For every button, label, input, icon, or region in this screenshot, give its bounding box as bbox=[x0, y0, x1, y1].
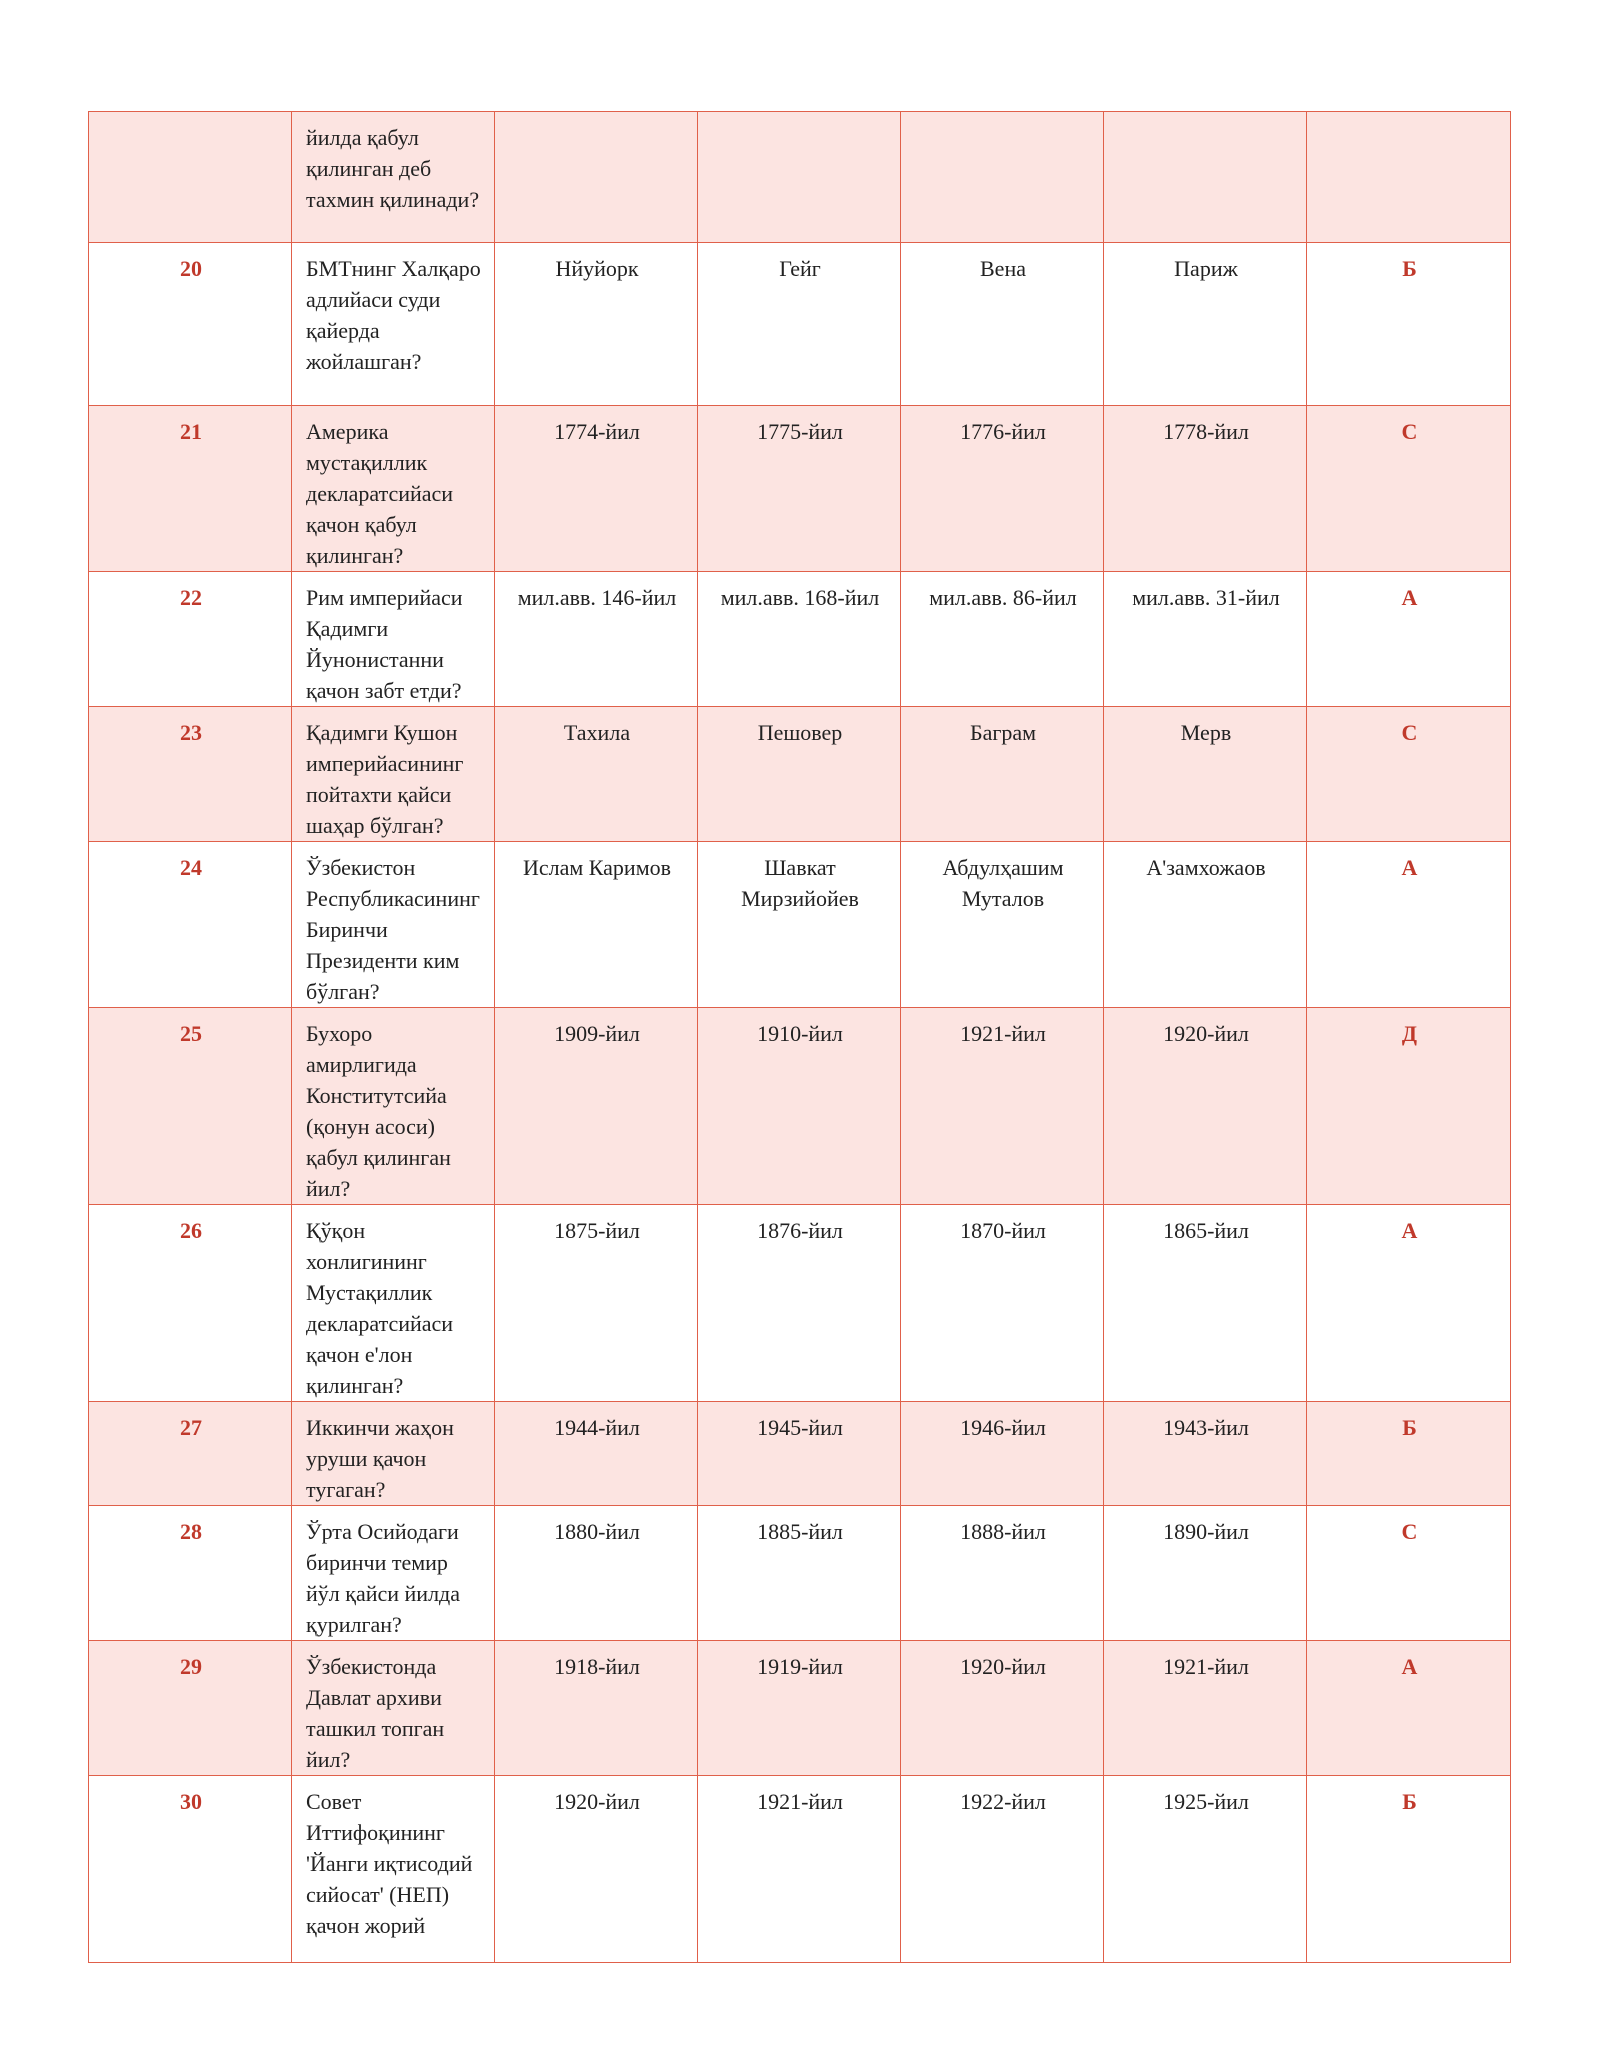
option-c: мил.авв. 86-йил bbox=[901, 572, 1104, 707]
option-a: 1944-йил bbox=[495, 1402, 698, 1506]
question-number: 26 bbox=[89, 1205, 292, 1402]
option-c: 1920-йил bbox=[901, 1641, 1104, 1776]
question-text: Ўзбекистонда Давлат архиви ташкил топган йил? bbox=[292, 1641, 495, 1776]
question-text: Ўрта Осийодаги биринчи темир йўл қайси йилда қурилган? bbox=[292, 1506, 495, 1641]
option-c: 1870-йил bbox=[901, 1205, 1104, 1402]
correct-answer: А bbox=[1307, 1205, 1511, 1402]
question-text: Америка мустақиллик декларатсийаси қачон қабул қилинган? bbox=[292, 406, 495, 572]
option-b: 1919-йил bbox=[698, 1641, 901, 1776]
question-number: 22 bbox=[89, 572, 292, 707]
question-number: 29 bbox=[89, 1641, 292, 1776]
option-c: 1776-йил bbox=[901, 406, 1104, 572]
option-b: Гейг bbox=[698, 243, 901, 406]
option-c: 1888-йил bbox=[901, 1506, 1104, 1641]
question-text: БМТнинг Халқаро адлийаси суди қайерда жойлашган? bbox=[292, 243, 495, 406]
option-a: Нйуйорк bbox=[495, 243, 698, 406]
option-b: Пешовер bbox=[698, 707, 901, 842]
option-a: 1880-йил bbox=[495, 1506, 698, 1641]
option-b: 1876-йил bbox=[698, 1205, 901, 1402]
option-c: Баграм bbox=[901, 707, 1104, 842]
option-d bbox=[1104, 112, 1307, 243]
option-b: 1945-йил bbox=[698, 1402, 901, 1506]
option-d: Мерв bbox=[1104, 707, 1307, 842]
correct-answer: Б bbox=[1307, 243, 1511, 406]
option-d: 1890-йил bbox=[1104, 1506, 1307, 1641]
correct-answer: Б bbox=[1307, 1776, 1511, 1963]
question-number bbox=[89, 112, 292, 243]
correct-answer: Д bbox=[1307, 1008, 1511, 1205]
question-text: Рим империйаси Қадимги Йунонистанни қачон забт етди? bbox=[292, 572, 495, 707]
correct-answer: Б bbox=[1307, 1402, 1511, 1506]
option-a: 1920-йил bbox=[495, 1776, 698, 1963]
option-a: Тахила bbox=[495, 707, 698, 842]
question-text: Совет Иттифоқининг 'Йанги иқтисодий сийосат' (НЕП) қачон жорий bbox=[292, 1776, 495, 1963]
table-row bbox=[89, 1008, 1511, 1205]
option-d: А'замхожаов bbox=[1104, 842, 1307, 1008]
correct-answer: А bbox=[1307, 1641, 1511, 1776]
table-row bbox=[89, 406, 1511, 572]
option-c bbox=[901, 112, 1104, 243]
option-d: 1921-йил bbox=[1104, 1641, 1307, 1776]
option-a bbox=[495, 112, 698, 243]
question-text: Ўзбекистон Республикасининг Биринчи Президенти ким бўлган? bbox=[292, 842, 495, 1008]
option-a: 1909-йил bbox=[495, 1008, 698, 1205]
table-row bbox=[89, 572, 1511, 707]
table-row bbox=[89, 1506, 1511, 1641]
quiz-table bbox=[88, 111, 1511, 1963]
option-b: мил.авв. 168-йил bbox=[698, 572, 901, 707]
table-row bbox=[89, 243, 1511, 406]
option-d: мил.авв. 31-йил bbox=[1104, 572, 1307, 707]
option-d: 1865-йил bbox=[1104, 1205, 1307, 1402]
question-number: 25 bbox=[89, 1008, 292, 1205]
correct-answer: С bbox=[1307, 1506, 1511, 1641]
question-number: 30 bbox=[89, 1776, 292, 1963]
question-number: 24 bbox=[89, 842, 292, 1008]
option-c: 1946-йил bbox=[901, 1402, 1104, 1506]
option-b bbox=[698, 112, 901, 243]
table-row bbox=[89, 842, 1511, 1008]
question-text: Бухоро амирлигида Конститутсийа (қонун асоси) қабул қилинган йил? bbox=[292, 1008, 495, 1205]
question-text: Қўқон хонлигининг Мустақиллик декларатсийаси қачон е'лон қилинган? bbox=[292, 1205, 495, 1402]
option-d: 1778-йил bbox=[1104, 406, 1307, 572]
question-number: 28 bbox=[89, 1506, 292, 1641]
option-a: Ислам Каримов bbox=[495, 842, 698, 1008]
table-row bbox=[89, 707, 1511, 842]
option-c: 1922-йил bbox=[901, 1776, 1104, 1963]
question-number: 23 bbox=[89, 707, 292, 842]
table-row bbox=[89, 1402, 1511, 1506]
option-b: 1775-йил bbox=[698, 406, 901, 572]
option-c: Вена bbox=[901, 243, 1104, 406]
table-row bbox=[89, 1776, 1511, 1963]
option-b: 1885-йил bbox=[698, 1506, 901, 1641]
table-row bbox=[89, 1641, 1511, 1776]
option-a: 1774-йил bbox=[495, 406, 698, 572]
option-d: 1925-йил bbox=[1104, 1776, 1307, 1963]
question-number: 20 bbox=[89, 243, 292, 406]
option-d: 1920-йил bbox=[1104, 1008, 1307, 1205]
question-number: 21 bbox=[89, 406, 292, 572]
option-c: Абдулҳашим Муталов bbox=[901, 842, 1104, 1008]
option-b: 1910-йил bbox=[698, 1008, 901, 1205]
option-b: 1921-йил bbox=[698, 1776, 901, 1963]
option-a: 1875-йил bbox=[495, 1205, 698, 1402]
question-text: Иккинчи жаҳон уруши қачон тугаган? bbox=[292, 1402, 495, 1506]
table-row bbox=[89, 1205, 1511, 1402]
table-row bbox=[89, 112, 1511, 243]
question-number: 27 bbox=[89, 1402, 292, 1506]
correct-answer: С bbox=[1307, 406, 1511, 572]
option-b: Шавкат Мирзийойев bbox=[698, 842, 901, 1008]
option-d: Париж bbox=[1104, 243, 1307, 406]
option-a: мил.авв. 146-йил bbox=[495, 572, 698, 707]
option-d: 1943-йил bbox=[1104, 1402, 1307, 1506]
question-text: Қадимги Кушон империйасининг пойтахти қайси шаҳар бўлган? bbox=[292, 707, 495, 842]
correct-answer: А bbox=[1307, 572, 1511, 707]
correct-answer: А bbox=[1307, 842, 1511, 1008]
correct-answer: С bbox=[1307, 707, 1511, 842]
question-text: йилда қабул қилинган деб тахмин қилинади? bbox=[292, 112, 495, 243]
option-c: 1921-йил bbox=[901, 1008, 1104, 1205]
correct-answer bbox=[1307, 112, 1511, 243]
option-a: 1918-йил bbox=[495, 1641, 698, 1776]
